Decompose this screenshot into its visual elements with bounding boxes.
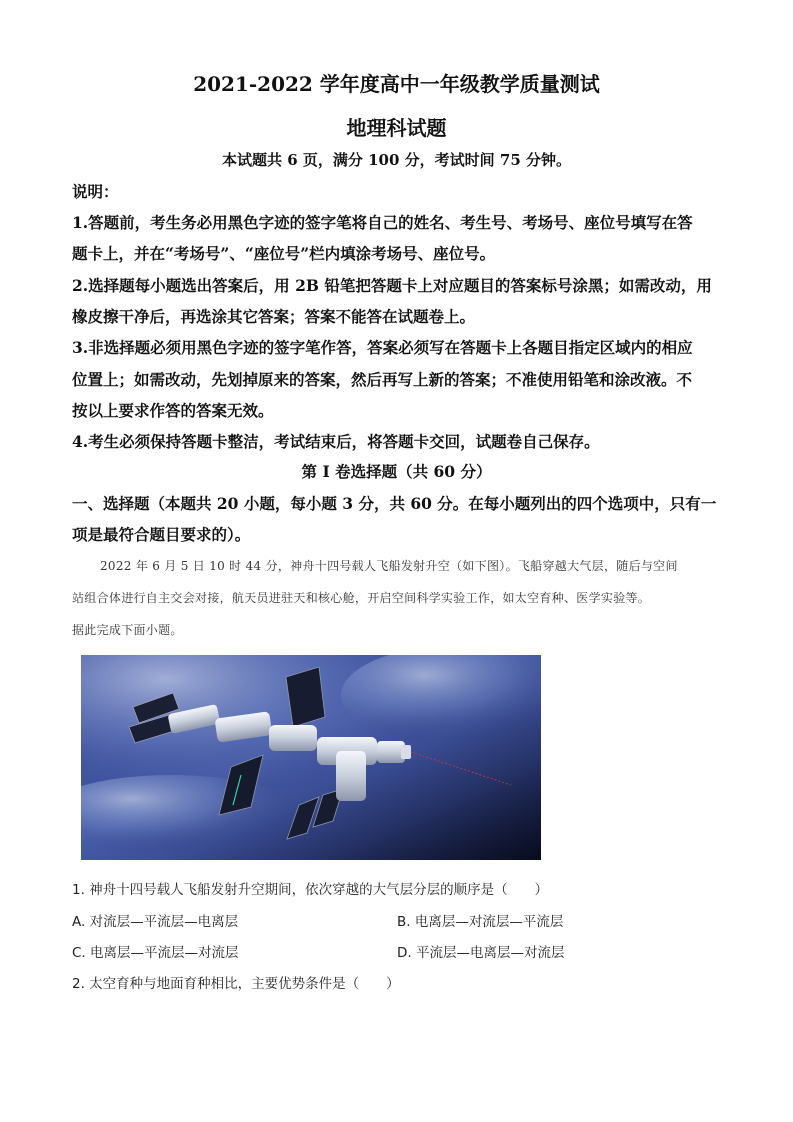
instruction-line: 按以上要求作答的答案无效。 bbox=[72, 401, 274, 420]
exam-title: 2021-2022 学年度高中一年级教学质量测试 bbox=[193, 72, 600, 96]
instruction-line: 1.答题前，考生务必用黑色字迹的签字笔将自己的姓名、考生号、考场号、座位号填写在答 bbox=[72, 213, 693, 232]
top-solar-array bbox=[286, 667, 325, 727]
question-1-option-c[interactable]: C. 电离层—平流层—对流层 bbox=[72, 945, 239, 961]
instruction-line: 3.非选择题必须用黑色字迹的签字笔作答，答案必须写在答题卡上各题目指定区域内的相应 bbox=[72, 338, 693, 357]
question-1-option-a[interactable]: A. 对流层—平流层—电离层 bbox=[72, 914, 239, 930]
instruction-line: 2.选择题每小题选出答案后，用 2B 铅笔把答题卡上对应题目的答案标号涂黑；如需改动，用 bbox=[72, 276, 712, 295]
section-line: 一、选择题（本题共 20 小题，每小题 3 分，共 60 分。在每小题列出的四个选项中，只有一 bbox=[72, 494, 717, 513]
instructions-heading: 说明： bbox=[72, 182, 119, 201]
instruction-line: 4.考生必须保持答题卡整洁，考试结束后，将答题卡交回，试题卷自己保存。 bbox=[72, 432, 600, 451]
question-1-stem: 1. 神舟十四号载人飞船发射升空期间，依次穿越的大气层分层的顺序是（ ） bbox=[72, 882, 549, 898]
passage-line: 2022 年 6 月 5 日 10 时 44 分，神舟十四号载人飞船发射升空（如下图）。飞船穿越大气层，随后与空间 bbox=[100, 559, 678, 573]
question-2-stem: 2. 太空育种与地面育种相比，主要优势条件是（ ） bbox=[72, 976, 400, 992]
instruction-line: 橡皮擦干净后，再选涂其它答案；答案不能答在试题卷上。 bbox=[72, 307, 476, 326]
exam-info: 本试题共 6 页，满分 100 分，考试时间 75 分钟。 bbox=[222, 151, 571, 169]
passage-line: 站组合体进行自主交会对接，航天员进驻天和核心舱，开启空间科学实验工作，如太空育种、医学实验等。 bbox=[72, 591, 651, 605]
question-1-option-b[interactable]: B. 电离层—对流层—平流层 bbox=[397, 914, 564, 930]
space-station-photo bbox=[81, 655, 541, 860]
space-station-illustration bbox=[81, 655, 541, 860]
exam-subject: 地理科试题 bbox=[346, 116, 447, 140]
instruction-line: 位置上；如需改动，先划掉原来的答案，然后再写上新的答案；不准使用铅笔和涂改液。不 bbox=[72, 370, 693, 389]
section-line: 项是最符合题目要求的）。 bbox=[72, 525, 251, 544]
passage-line: 据此完成下面小题。 bbox=[72, 623, 183, 637]
instruction-line: 题卡上，并在“考场号”、“座位号”栏内填涂考场号、座位号。 bbox=[72, 244, 496, 263]
question-1-option-d[interactable]: D. 平流层—电离层—对流层 bbox=[397, 945, 565, 961]
part1-heading: 第 I 卷选择题（共 60 分） bbox=[301, 462, 492, 481]
